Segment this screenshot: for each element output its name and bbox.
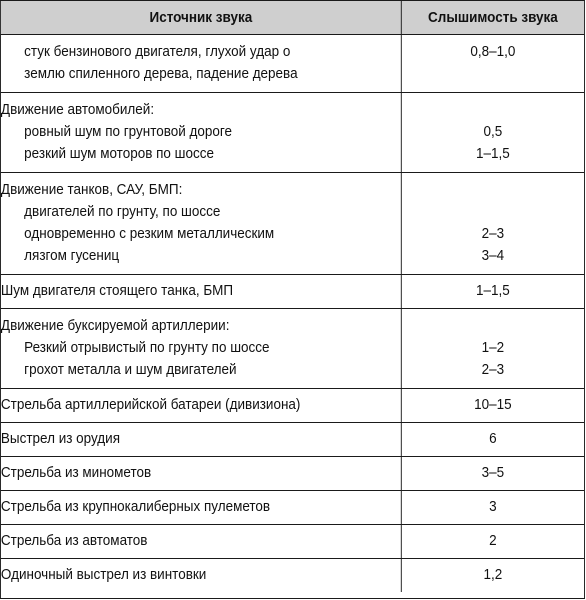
audibility-cell (402, 423, 584, 456)
source-text: стук бензинового двигателя, глухой удар о (24, 44, 291, 60)
audibility-value: 1–1,5 (476, 146, 510, 162)
source-text: Движение буксируемой артиллерии: (0, 318, 230, 334)
audibility-value (402, 63, 584, 85)
audibility-value: 1–1,5 (476, 283, 510, 299)
table-row (1, 490, 584, 524)
audibility-cell (402, 93, 584, 172)
audibility-cell (402, 525, 584, 558)
source-cell (1, 525, 402, 558)
source-text: Движение танков, САУ, БМП: (0, 182, 183, 198)
source-cell (1, 423, 402, 456)
audibility-value (402, 179, 584, 201)
audibility-cell (402, 173, 584, 274)
audibility-cell (402, 491, 584, 524)
source-text: Стрельба из минометов (0, 465, 152, 481)
table-row (1, 172, 584, 274)
header-audibility: Слышимость звука (428, 9, 558, 26)
table-row (1, 422, 584, 456)
source-text: лязгом гусениц (24, 248, 120, 264)
source-text: резкий шум моторов по шоссе (24, 146, 214, 162)
source-text: грохот металла и шум двигателей (24, 362, 237, 378)
source-cell (1, 309, 402, 388)
table-row (1, 558, 584, 592)
audibility-value: 1–2 (481, 340, 505, 356)
source-cell (1, 173, 402, 274)
source-cell (1, 457, 402, 490)
table-row (1, 308, 584, 388)
source-cell (1, 93, 402, 172)
audibility-cell (402, 309, 584, 388)
audibility-value (402, 99, 584, 121)
source-cell (1, 559, 402, 592)
audibility-value: 2–3 (481, 362, 505, 378)
header-source: Источник звука (1, 1, 402, 34)
audibility-value: 1,2 (483, 567, 503, 583)
source-cell (1, 389, 402, 422)
source-cell (1, 275, 402, 308)
source-text: Стрельба из крупнокалиберных пулеметов (0, 499, 271, 515)
source-text: Одиночный выстрел из винтовки (0, 567, 207, 583)
source-text: ровный шум по грунтовой дороге (24, 124, 233, 140)
audibility-cell (402, 559, 584, 592)
source-text: землю спиленного дерева, падение дерева (24, 66, 298, 82)
audibility-value: 10–15 (474, 397, 512, 413)
audibility-cell (402, 457, 584, 490)
audibility-value (402, 201, 584, 223)
audibility-value: 3 (489, 499, 497, 515)
table-header-row (1, 1, 584, 34)
audibility-value (402, 315, 584, 337)
table-row (1, 388, 584, 422)
audibility-value: 0,8–1,0 (470, 44, 516, 60)
audibility-value: 3–4 (481, 248, 505, 264)
source-text: двигателей по грунту, по шоссе (24, 204, 221, 220)
source-text: Стрельба артиллерийской батареи (дивизиона) (0, 397, 301, 413)
table-row (1, 456, 584, 490)
table-row (1, 524, 584, 558)
source-text: Резкий отрывистый по грунту по шоссе (24, 340, 270, 356)
audibility-cell (402, 35, 584, 92)
source-cell (1, 35, 402, 92)
source-text: Движение автомобилей: (0, 102, 155, 118)
source-cell (1, 491, 402, 524)
table-row (1, 92, 584, 172)
source-text: Шум двигателя стоящего танка, БМП (0, 283, 234, 299)
audibility-value: 2 (489, 533, 497, 549)
source-text: Выстрел из орудия (0, 431, 121, 447)
table-row (1, 274, 584, 308)
audibility-value: 0,5 (483, 124, 503, 140)
audibility-value: 3–5 (481, 465, 505, 481)
table-row (1, 34, 584, 92)
audibility-value: 2–3 (481, 226, 505, 242)
source-text: Стрельба из автоматов (0, 533, 148, 549)
audibility-value: 6 (489, 431, 497, 447)
audibility-cell (402, 275, 584, 308)
audibility-cell (402, 389, 584, 422)
source-text: одновременно с резким металлическим (24, 226, 275, 242)
